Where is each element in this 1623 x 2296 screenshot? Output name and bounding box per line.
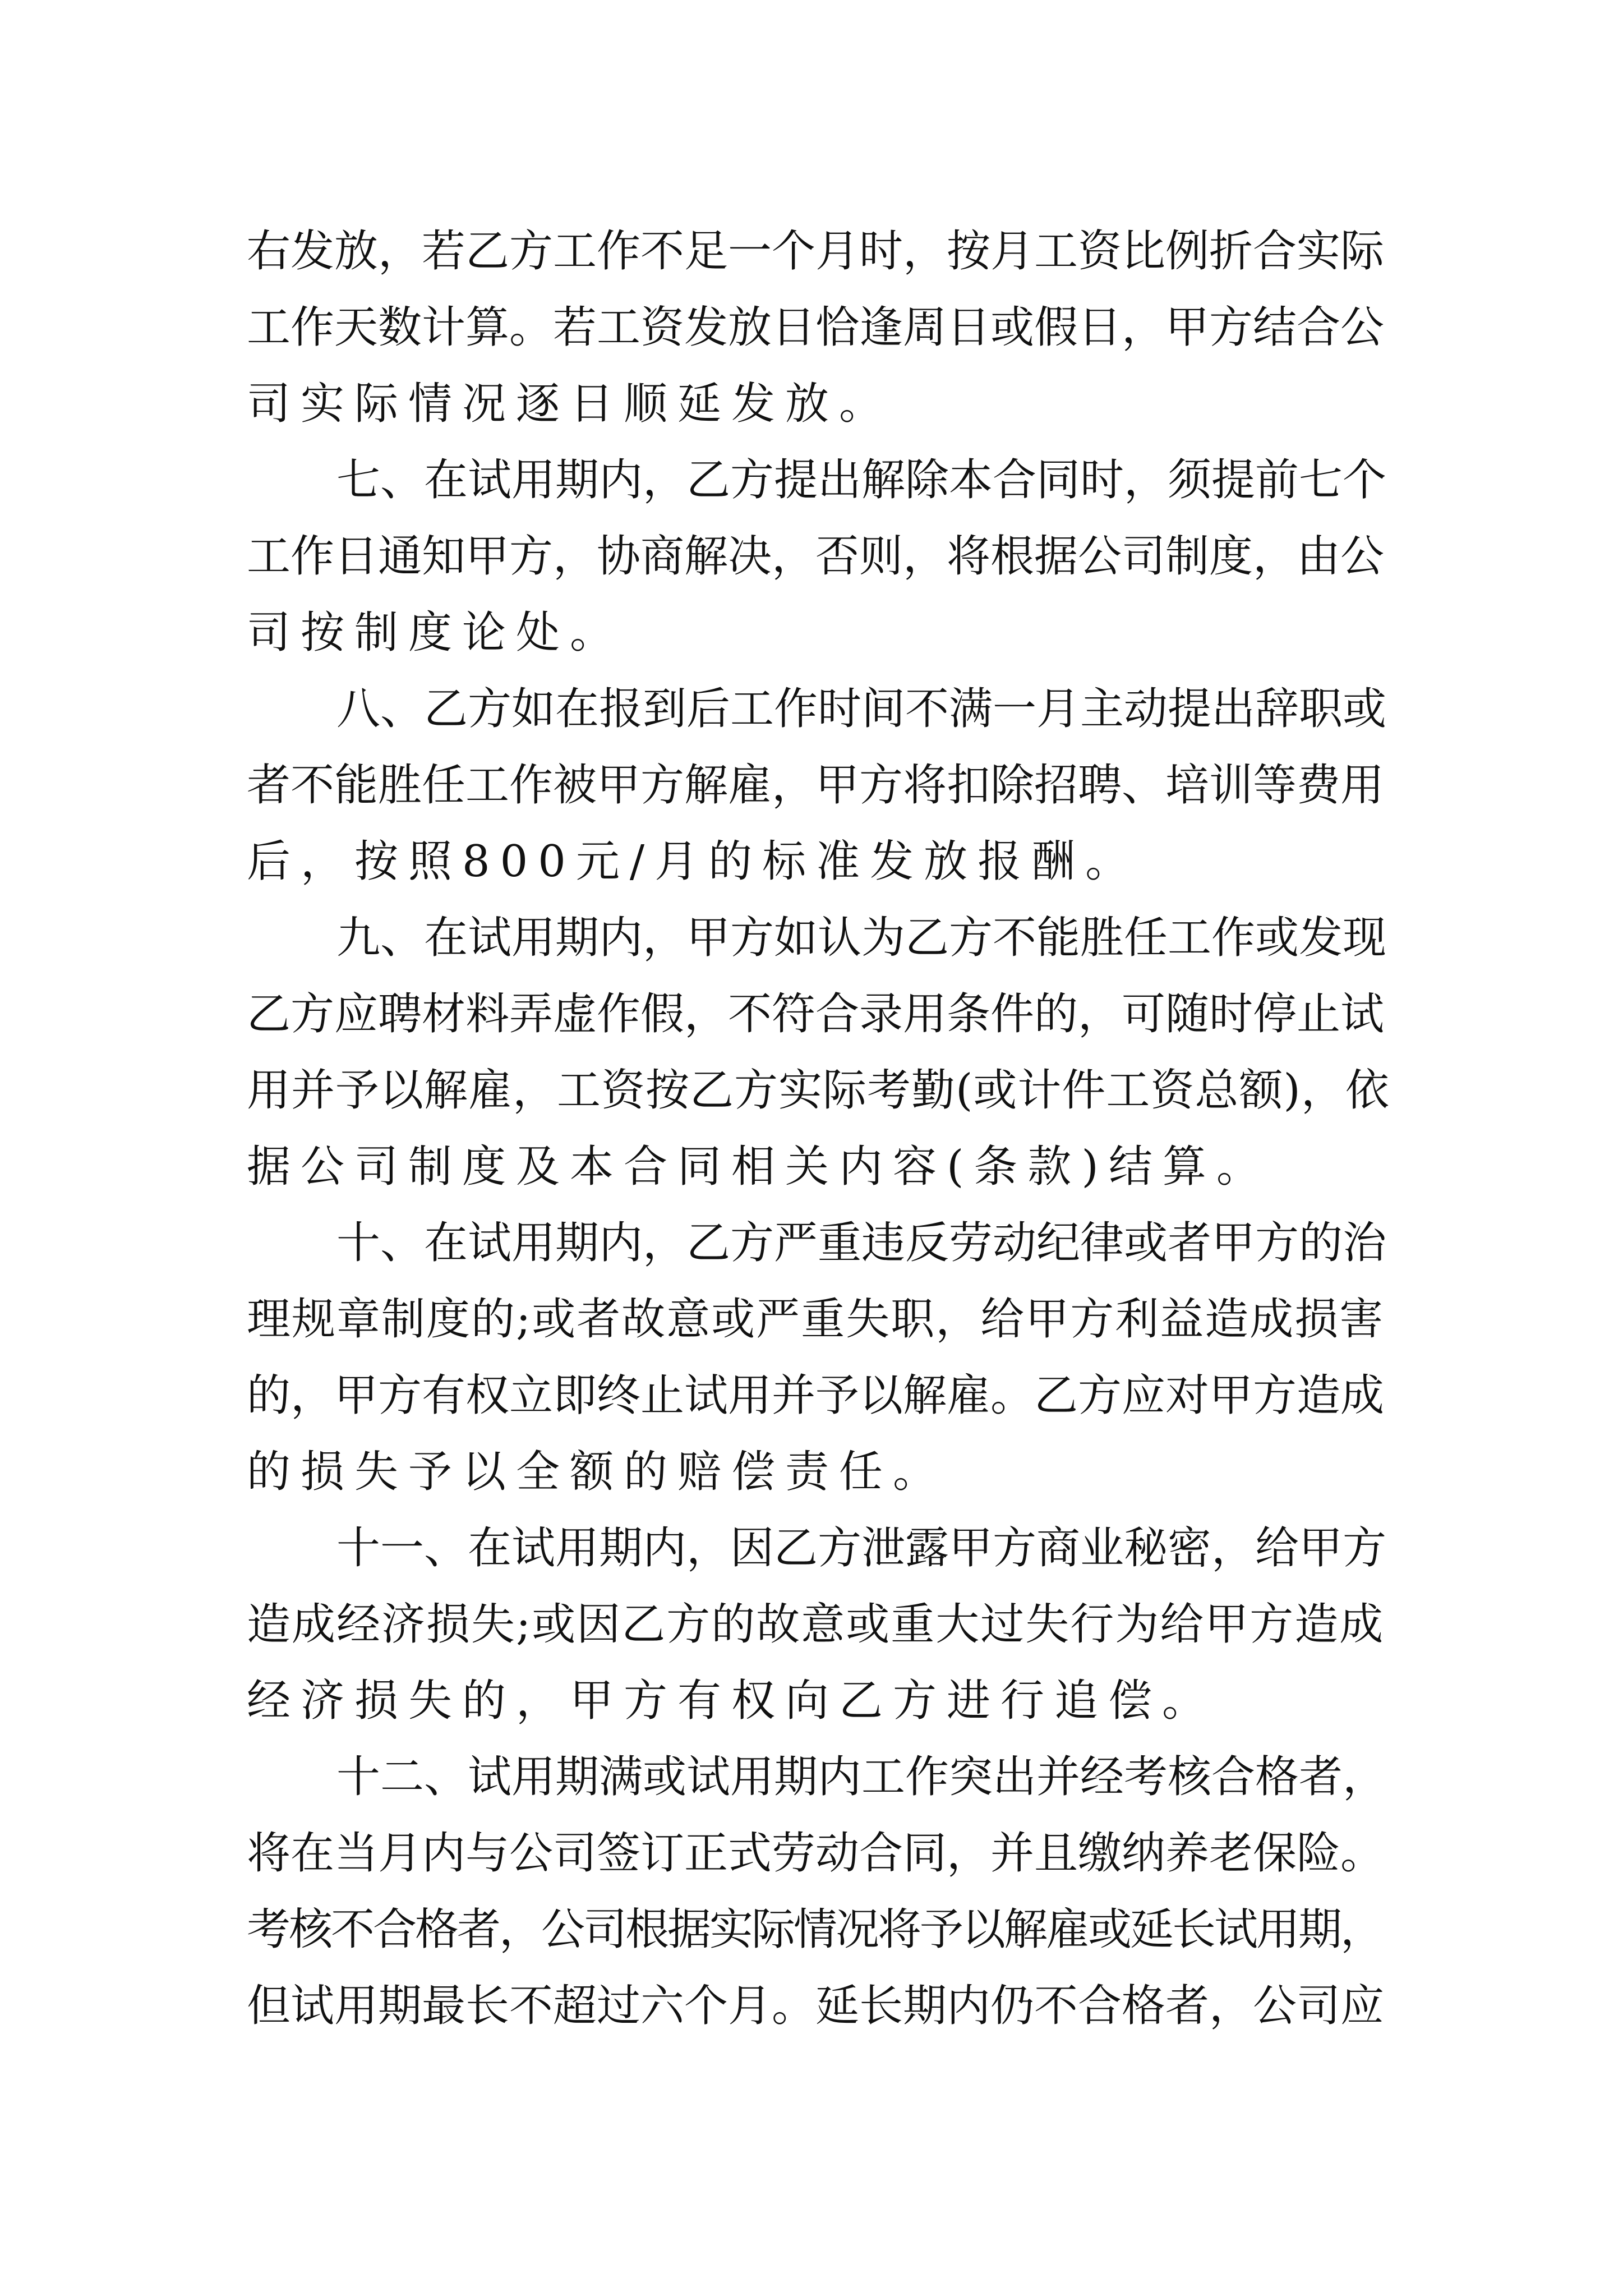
text-line: 者不能胜任工作被甲方解雇，甲方将扣除招聘、培训等费用 <box>247 760 1385 811</box>
text-line: 考核不合格者，公司根据实际情况将予以解雇或延长试用期， <box>247 1904 1383 1955</box>
text-line: 乙方应聘材料弄虚作假，不符合录用条件的，可随时停止试 <box>247 989 1385 1039</box>
text-line: 九、在试用期内，甲方如认为乙方不能胜任工作或发现 <box>336 913 1387 963</box>
text-line: 但试用期最长不超过六个月。延长期内仍不合格者，公司应 <box>247 1981 1385 2031</box>
text-line: 的损失予以全额的赔偿责任。 <box>247 1447 947 1497</box>
text-line: 十二、试用期满或试用期内工作突出并经考核合格者， <box>336 1752 1387 1802</box>
text-line: 理规章制度的;或者故意或严重失职，给甲方利益造成损害 <box>247 1294 1385 1345</box>
text-line: 后，按照800元/月的标准发放报酬。 <box>247 836 1140 887</box>
text-line: 工作天数计算。若工资发放日恰逢周日或假日，甲方结合公 <box>247 302 1385 353</box>
text-line: 将在当月内与公司签订正式劳动合同，并且缴纳养老保险。 <box>247 1828 1385 1879</box>
text-line: 造成经济损失;或因乙方的故意或重大过失行为给甲方造成 <box>247 1599 1385 1650</box>
text-line: 八、乙方如在报到后工作时间不满一月主动提出辞职或 <box>336 684 1387 734</box>
text-line: 据公司制度及本合同相关内容(条款)结算。 <box>247 1142 1270 1192</box>
text-line: 十、在试用期内，乙方严重违反劳动纪律或者甲方的治 <box>336 1218 1387 1268</box>
text-line: 的，甲方有权立即终止试用并予以解雇。乙方应对甲方造成 <box>247 1370 1385 1421</box>
text-line: 司实际情况逐日顺延发放。 <box>247 379 893 429</box>
text-line: 右发放，若乙方工作不足一个月时，按月工资比例折合实际 <box>247 226 1385 277</box>
text-line: 司按制度论处。 <box>247 608 624 658</box>
text-line: 用并予以解雇，工资按乙方实际考勤(或计件工资总额)，依 <box>247 1065 1390 1116</box>
text-line: 工作日通知甲方，协商解决，否则，将根据公司制度，由公 <box>247 531 1385 582</box>
text-line: 十一、在试用期内，因乙方泄露甲方商业秘密，给甲方 <box>336 1523 1387 1573</box>
text-line: 经济损失的，甲方有权向乙方进行追偿。 <box>247 1676 1216 1726</box>
text-line: 七、在试用期内，乙方提出解除本合同时，须提前七个 <box>336 455 1387 505</box>
